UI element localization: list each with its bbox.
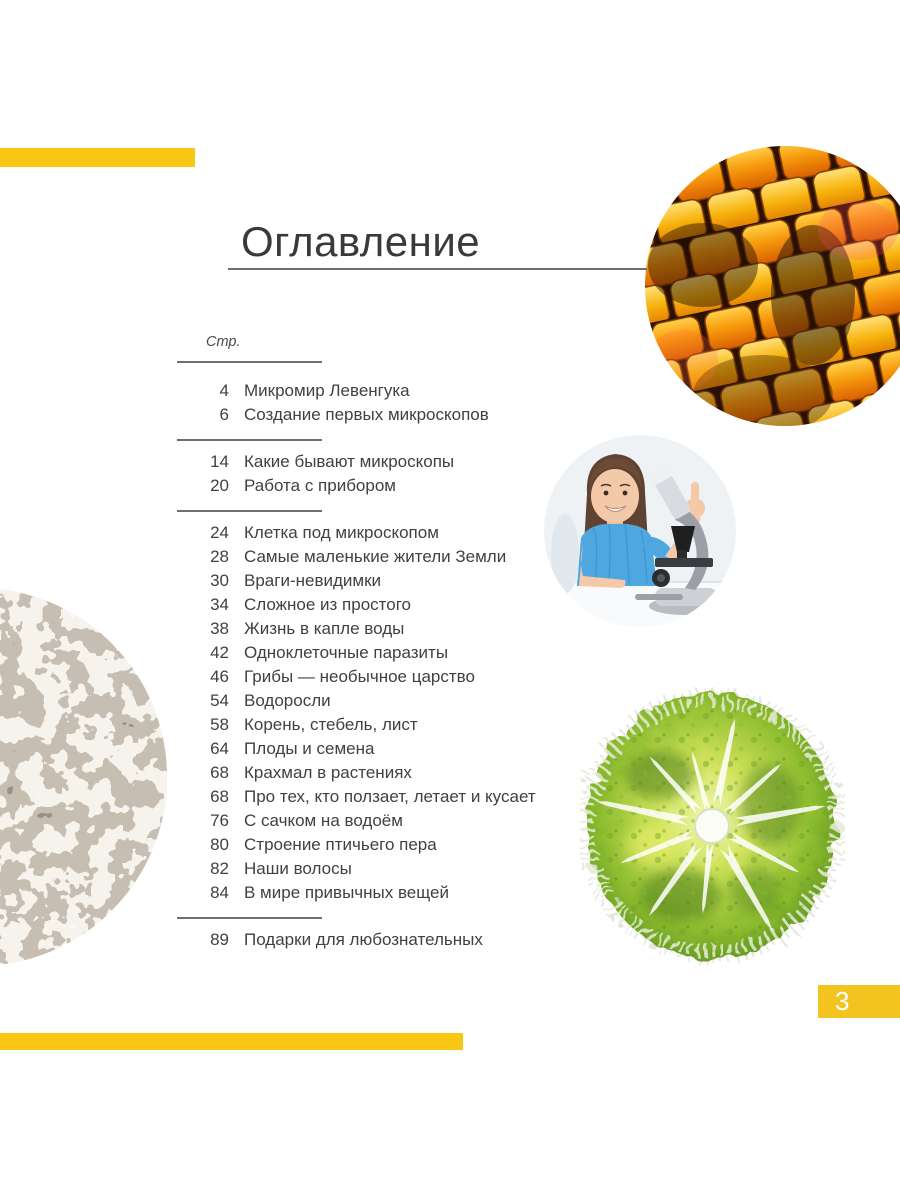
toc-entry-title: С сачком на водоём [244, 811, 403, 830]
toc-entry [177, 787, 607, 811]
toc-entry-page-number: 76 [210, 811, 229, 830]
toc-entry [177, 763, 607, 787]
toc-entry [177, 523, 607, 547]
toc-entry-page-number: 82 [210, 859, 229, 878]
accent-bar-top [0, 148, 195, 167]
toc-entry-page-number: 42 [210, 643, 229, 662]
toc-entry-page-number: 54 [210, 691, 229, 710]
title-rule [228, 268, 647, 270]
page-number: 3 [835, 986, 850, 1016]
toc-entry [177, 452, 607, 476]
toc-entry-page-number: 46 [210, 667, 229, 686]
toc-entry [177, 715, 607, 739]
butterfly-wing-scales-photo [643, 145, 900, 430]
toc-column-header: Стр. [206, 334, 241, 350]
fibrous-micrograph-photo [0, 585, 170, 975]
accent-bar-bottom [0, 1033, 463, 1050]
toc-entry-page-number: 89 [210, 930, 229, 949]
table-of-contents [177, 334, 607, 954]
toc-entry [177, 691, 607, 715]
toc-entry-title: Какие бывают микроскопы [244, 452, 455, 471]
toc-entry [177, 930, 607, 954]
toc-entry-title: Одноклеточные паразиты [244, 643, 449, 662]
toc-entry [177, 405, 607, 429]
toc-entry-title: Наши волосы [244, 859, 352, 878]
toc-entry-title: Водоросли [244, 691, 331, 710]
toc-entry-page-number: 84 [210, 883, 229, 902]
toc-entry-page-number: 68 [210, 763, 229, 782]
toc-entry-title: Грибы — необычное царство [244, 667, 475, 686]
section-divider [177, 439, 322, 441]
toc-list [177, 381, 607, 954]
toc-entry [177, 571, 607, 595]
toc-entry [177, 835, 607, 859]
toc-entry-title: Подарки для любознательных [244, 930, 483, 949]
toc-entry [177, 811, 607, 835]
green-alga-micrograph-photo [580, 685, 845, 970]
toc-entry [177, 547, 607, 571]
toc-entry [177, 667, 607, 691]
toc-entry-page-number: 38 [210, 619, 229, 638]
toc-entry-title: В мире привычных вещей [244, 883, 450, 902]
page-number-badge [818, 985, 900, 1018]
toc-entry-title: Плоды и семена [244, 739, 375, 758]
toc-entry-page-number: 58 [210, 715, 229, 734]
toc-entry-title: Микромир Левенгука [244, 381, 410, 400]
toc-entry-title: Жизнь в капле воды [244, 619, 405, 638]
toc-entry-title: Сложное из простого [244, 595, 412, 614]
toc-entry [177, 381, 607, 405]
toc-entry-page-number: 4 [219, 381, 229, 400]
toc-entry-page-number: 30 [210, 571, 229, 590]
page-title: Оглавление [241, 218, 481, 265]
toc-entry-page-number: 80 [210, 835, 229, 854]
toc-entry [177, 619, 607, 643]
toc-entry [177, 859, 607, 883]
toc-entry [177, 883, 607, 907]
toc-entry-title: Строение птичьего пера [244, 835, 437, 854]
toc-entry-page-number: 24 [210, 523, 229, 542]
toc-entry [177, 739, 607, 763]
toc-entry-title: Работа с прибором [244, 476, 396, 495]
toc-entry [177, 643, 607, 667]
toc-entry-page-number: 68 [210, 787, 229, 806]
toc-entry [177, 595, 607, 619]
toc-entry-title: Враги-невидимки [244, 571, 382, 590]
toc-entry-page-number: 34 [210, 595, 229, 614]
toc-entry-page-number: 20 [210, 476, 229, 495]
toc-entry-title: Про тех, кто ползает, летает и кусает [244, 787, 536, 806]
toc-entry-title: Создание первых микроскопов [244, 405, 489, 424]
toc-entry-page-number: 14 [210, 452, 229, 471]
toc-entry-title: Крахмал в растениях [244, 763, 412, 782]
toc-entry-title: Клетка под микроскопом [244, 523, 439, 542]
toc-header-rule [177, 361, 322, 363]
toc-entry-page-number: 64 [210, 739, 229, 758]
toc-entry-page-number: 28 [210, 547, 229, 566]
toc-entry-title: Корень, стебель, лист [244, 715, 418, 734]
section-divider [177, 917, 322, 919]
toc-entry [177, 476, 607, 500]
toc-entry-title: Самые маленькие жители Земли [244, 547, 507, 566]
section-divider [177, 510, 322, 512]
toc-entry-page-number: 6 [219, 405, 229, 424]
